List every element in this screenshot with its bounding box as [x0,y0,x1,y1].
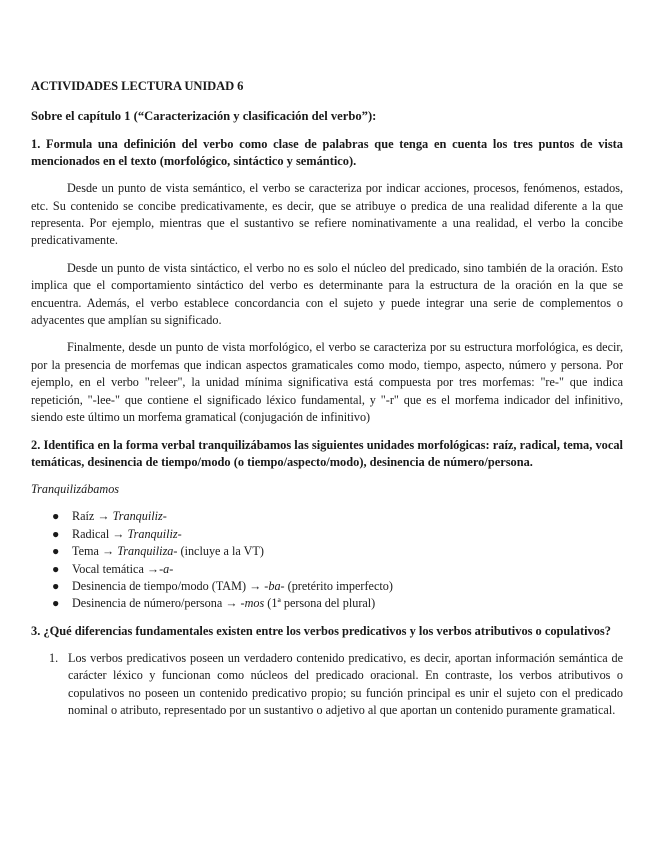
list-item-vocal-tematica [31,561,623,578]
question-3: 3. ¿Qué diferencias fundamentales existen entre los verbos predicativos y los verbos atributivos o copulativos? [31,623,611,638]
document-title: ACTIVIDADES LECTURA UNIDAD 6 [31,79,244,93]
bullet-icon: ● [52,578,60,593]
arrow-icon: → [225,596,238,611]
answer-1-morphological-paragraph: Finalmente, desde un punto de vista morfológico, el verbo se caracteriza por su estructura morfológica, es decir, por la presencia de morfemas que indican aspectos gramaticales como modo, tiempo, aspecto, número y persona. Por ejemplo, en el verbo "releer", la unidad mínima significativa está compuesta por tres morfemas: "re-" que indica repetición, "-lee-" que contiene el significado léxico fundamental, y "-r" que es el morfema indicador del infinitivo, siendo este último un morfema gramatical (conjugación de infinitivo) [31,340,623,425]
analyzed-word: Tranquilizábamos [31,481,120,496]
document-page [31,78,623,720]
list-number: 1. [49,650,59,665]
unit-note: (pretérito imperfecto) [284,578,393,593]
question-2: 2. Identifica en la forma verbal tranquilizábamos las siguientes unidades morfológicas: raíz, radical, tema, vocal temáticas, desinencia de tiempo/modo (o tiempo/aspecto/modo), desinencia de número/persona. [31,437,623,469]
unit-label: Tema [72,544,99,559]
arrow-icon: → [97,509,110,524]
arrow-icon: → [101,544,115,559]
list-item-tema [31,543,623,560]
arrow-icon: → [249,578,262,593]
list-item-raiz [31,508,623,525]
unit-note: (1ª persona del plural) [264,596,376,611]
unit-value: Tranquiliza- [117,544,178,559]
arrow-icon: → [112,526,125,541]
unit-value: -mos [240,596,265,611]
unit-label: Desinencia de número/persona [72,596,223,611]
list-item-desinencia-numero-persona [31,595,623,612]
list-item-desinencia-tam [31,578,623,595]
unit-label: Vocal temática [72,561,144,576]
answer-1-semantic-paragraph: Desde un punto de vista semántico, el verbo se caracteriza por indicar acciones, procesos, fenómenos, estados, etc. Su contenido se concibe predicativamente, es decir, que se atribuye o predica de una realidad diferente a la que representa. Por ejemplo, mientras que el sustantivo se refiere nominativamente a una realidad, el verbo la concibe predicativamente. [31,181,623,248]
unit-label: Raíz [72,509,95,524]
morphological-units-list [31,508,623,612]
answer-3-list [31,650,623,720]
unit-label: Desinencia de tiempo/modo (TAM) [72,578,247,593]
answer-1-syntactic-paragraph: Desde un punto de vista sintáctico, el verbo no es solo el núcleo del predicado, sino también de la oración. Esto implica que el comportamiento sintáctico del verbo es determinante para la estructura de la oración en la que se encuentra. Además, el verbo establece concordancia con el sujeto y puede integrar una serie de complementos o adyacentes que amplían su significado. [31,260,623,328]
bullet-icon: ● [52,596,60,611]
unit-value: -ba- [264,578,285,593]
list-item-radical [31,526,623,543]
unit-label: Radical [72,526,110,541]
question-1: 1. Formula una definición del verbo como clase de palabras que tenga en cuenta los tres puntos de vista mencionados en el texto (morfológico, sintáctico y semántico). [31,136,623,169]
arrow-icon: → [146,561,160,576]
answer-3-text: Los verbos predicativos poseen un verdadero contenido predicativo, es decir, aportan información semántica de carácter léxico y funcionan como núcleos del predicado oracional. En contraste, los verbos atributivos o copulativos no poseen un contenido predicativo propio; su función principal es unir el sujeto con el predicado nominal o atributo, representado por un sustantivo o adjetivo al que aportan un contenido puramente gramatical. [68,650,623,718]
unit-note: (incluye a la VT) [177,544,264,559]
bullet-icon: ● [52,526,60,541]
list-item [31,650,623,720]
bullet-icon: ● [52,509,60,524]
chapter-subtitle: Sobre el capítulo 1 (“Caracterización y clasificación del verbo”): [31,109,377,124]
bullet-icon: ● [52,561,60,576]
bullet-icon: ● [52,544,60,559]
unit-value: -a- [159,561,174,576]
unit-value: Tranquiliz- [112,509,167,524]
unit-value: Tranquiliz- [127,526,182,541]
